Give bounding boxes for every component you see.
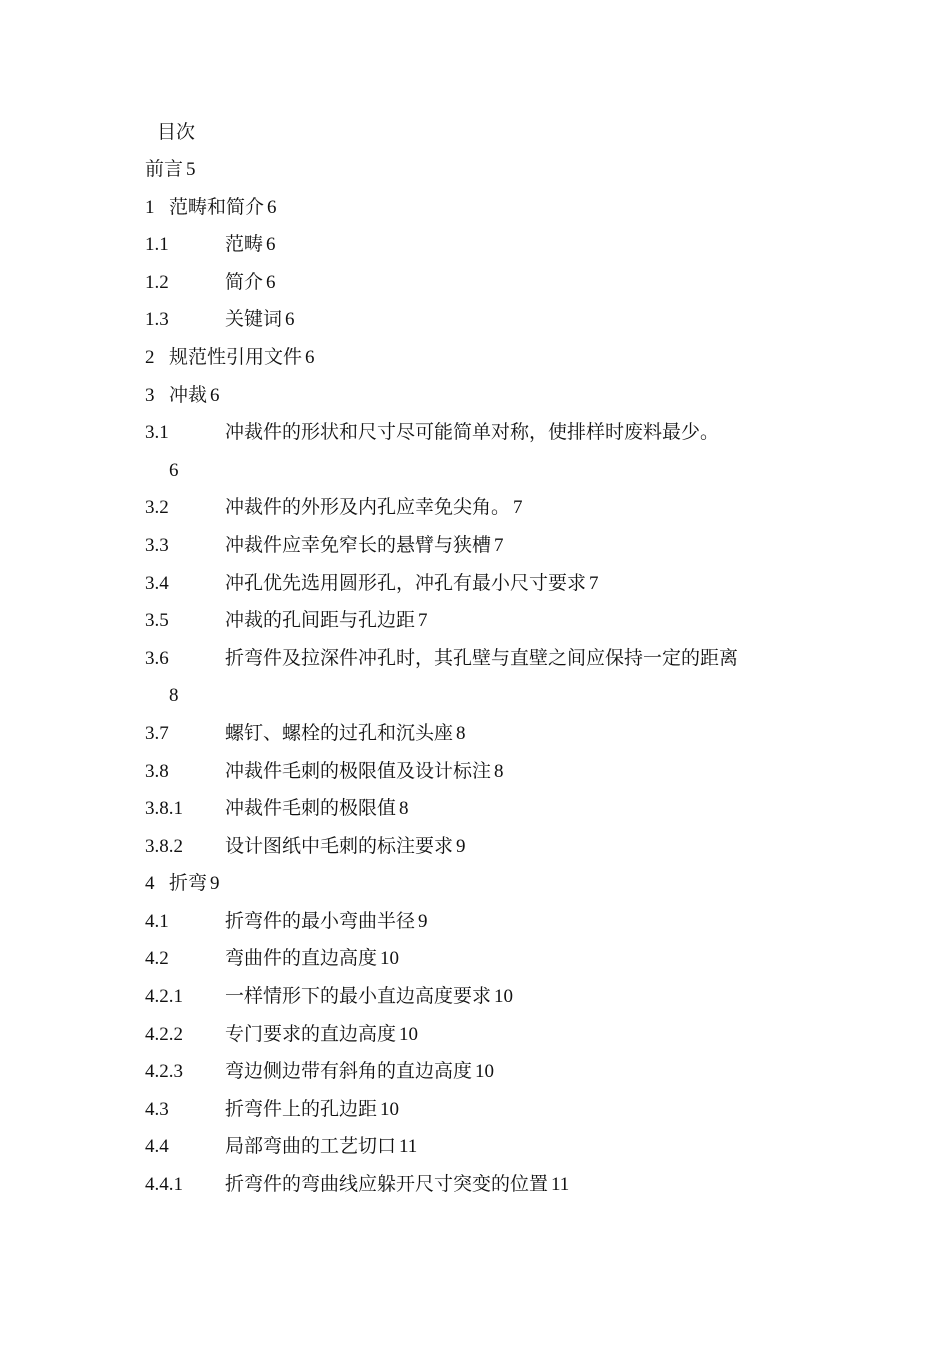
toc-section-title: 折弯件及拉深件冲孔时，其孔壁与直壁之间应保持一定的距离 <box>225 647 739 669</box>
toc-entry <box>145 946 805 984</box>
toc-page-number: 6 <box>169 459 179 481</box>
toc-page-number: 8 <box>399 798 409 820</box>
toc-entry <box>145 1059 805 1097</box>
toc-section-title: 规范性引用文件 <box>169 346 303 368</box>
toc-section-title: 关键词 <box>225 309 283 331</box>
toc-section-number: 3.3 <box>145 534 169 556</box>
toc-section-title: 前言 <box>145 159 184 180</box>
toc-entry-continuation <box>145 458 805 496</box>
toc-section-title: 局部弯曲的工艺切口 <box>225 1136 397 1158</box>
toc-section-number: 3.6 <box>145 647 169 669</box>
toc-entry <box>145 571 805 609</box>
toc-page-number: 10 <box>380 1098 400 1120</box>
toc-section-title: 折弯件上的孔边距 <box>225 1098 378 1120</box>
toc-list <box>145 157 805 1210</box>
toc-section-number: 2 <box>145 346 155 368</box>
toc-entry <box>145 721 805 759</box>
toc-section-title: 冲裁件毛刺的极限值 <box>225 798 397 820</box>
toc-entry <box>145 232 805 270</box>
toc-page-number: 11 <box>399 1136 418 1158</box>
toc-page-number: 6 <box>267 196 277 218</box>
toc-section-title: 折弯件的弯曲线应躲开尺寸突变的位置 <box>225 1174 549 1196</box>
toc-entry <box>145 420 805 458</box>
toc-section-number: 3.7 <box>145 722 169 744</box>
toc-entry <box>145 345 805 383</box>
toc-page-number: 6 <box>266 271 276 293</box>
toc-section-number: 1 <box>145 196 155 218</box>
toc-section-number: 3.8 <box>145 760 169 782</box>
toc-section-number: 3.8.2 <box>145 835 183 857</box>
toc-page-number: 6 <box>210 384 220 406</box>
toc-entry <box>145 796 805 834</box>
toc-page-number: 7 <box>513 497 523 519</box>
toc-section-number: 4.2.2 <box>145 1023 183 1045</box>
toc-page-number: 7 <box>418 610 428 632</box>
toc-section-title: 专门要求的直边高度 <box>225 1023 397 1045</box>
toc-entry <box>145 608 805 646</box>
toc-entry <box>145 270 805 308</box>
toc-section-title: 冲裁件的外形及内孔应幸免尖角。 <box>225 497 511 519</box>
toc-section-number: 4.2.1 <box>145 986 183 1008</box>
toc-section-number: 3.5 <box>145 610 169 632</box>
toc-page-number: 9 <box>456 835 466 857</box>
toc-section-number: 4.2.3 <box>145 1061 183 1083</box>
toc-section-number: 3.1 <box>145 422 169 444</box>
toc-entry <box>145 871 805 909</box>
toc-section-number: 4 <box>145 873 155 895</box>
toc-entry <box>145 834 805 872</box>
toc-page-number: 10 <box>475 1061 495 1083</box>
toc-page-number: 7 <box>494 534 504 556</box>
toc-section-number: 4.4 <box>145 1136 169 1158</box>
toc-page-number: 7 <box>589 572 599 594</box>
toc-section-number: 3 <box>145 384 155 406</box>
toc-page-number: 10 <box>494 986 514 1008</box>
toc-section-title: 设计图纸中毛刺的标注要求 <box>225 835 454 857</box>
toc-section-number: 1.3 <box>145 309 169 331</box>
toc-page-number: 8 <box>456 722 466 744</box>
toc-entry <box>145 533 805 571</box>
toc-section-title: 弯曲件的直边高度 <box>225 948 378 970</box>
toc-entry <box>145 1022 805 1060</box>
toc-section-number: 4.1 <box>145 910 169 932</box>
toc-entry <box>145 1172 805 1210</box>
toc-section-number: 4.2 <box>145 948 169 970</box>
toc-section-number: 1.2 <box>145 271 169 293</box>
toc-section-number: 1.1 <box>145 234 169 256</box>
toc-page-number: 6 <box>285 309 295 331</box>
toc-entry <box>145 157 805 195</box>
toc-section-title: 冲裁 <box>169 384 208 406</box>
toc-page-number: 9 <box>418 910 428 932</box>
toc-entry <box>145 383 805 421</box>
toc-entry <box>145 984 805 1022</box>
toc-entry <box>145 646 805 684</box>
toc-section-title: 冲孔优先选用圆形孔，冲孔有最小尺寸要求 <box>225 572 587 594</box>
toc-section-title: 冲裁件应幸免窄长的悬臂与狭槽 <box>225 534 492 556</box>
toc-section-title: 简介 <box>225 271 264 293</box>
toc-section-title: 折弯件的最小弯曲半径 <box>225 910 416 932</box>
toc-entry <box>145 1134 805 1172</box>
toc-entry <box>145 195 805 233</box>
toc-page-number: 8 <box>494 760 504 782</box>
toc-page-number: 10 <box>399 1023 419 1045</box>
toc-page-number: 9 <box>210 873 220 895</box>
toc-section-title: 螺钉、螺栓的过孔和沉头座 <box>225 722 454 744</box>
toc-entry <box>145 307 805 345</box>
toc-section-number: 3.8.1 <box>145 798 183 820</box>
toc-section-title: 冲裁件的形状和尺寸尽可能简单对称，使排样时废料最少。 <box>225 422 720 444</box>
toc-page-number: 5 <box>186 159 196 180</box>
toc-entry <box>145 495 805 533</box>
toc-page-number: 10 <box>380 948 400 970</box>
toc-section-number: 3.4 <box>145 572 169 594</box>
toc-entry <box>145 1097 805 1135</box>
toc-section-title: 一样情形下的最小直边高度要求 <box>225 986 492 1008</box>
toc-title: 目次 <box>157 122 196 143</box>
toc-section-title: 弯边侧边带有斜角的直边高度 <box>225 1061 473 1083</box>
toc-page-number: 11 <box>551 1174 570 1196</box>
toc-page-number: 8 <box>169 685 179 707</box>
toc-page-number: 6 <box>305 346 315 368</box>
toc-section-number: 4.4.1 <box>145 1174 183 1196</box>
toc-section-title: 冲裁件毛刺的极限值及设计标注 <box>225 760 492 782</box>
toc-entry <box>145 759 805 797</box>
toc-entry <box>145 909 805 947</box>
toc-section-title: 折弯 <box>169 873 208 895</box>
toc-section-number: 3.2 <box>145 497 169 519</box>
toc-entry-continuation <box>145 683 805 721</box>
toc-page-number: 6 <box>266 234 276 256</box>
toc-section-number: 4.3 <box>145 1098 169 1120</box>
toc-section-title: 范畴 <box>225 234 264 256</box>
toc-section-title: 范畴和简介 <box>169 196 265 218</box>
toc-section-title: 冲裁的孔间距与孔边距 <box>225 610 416 632</box>
